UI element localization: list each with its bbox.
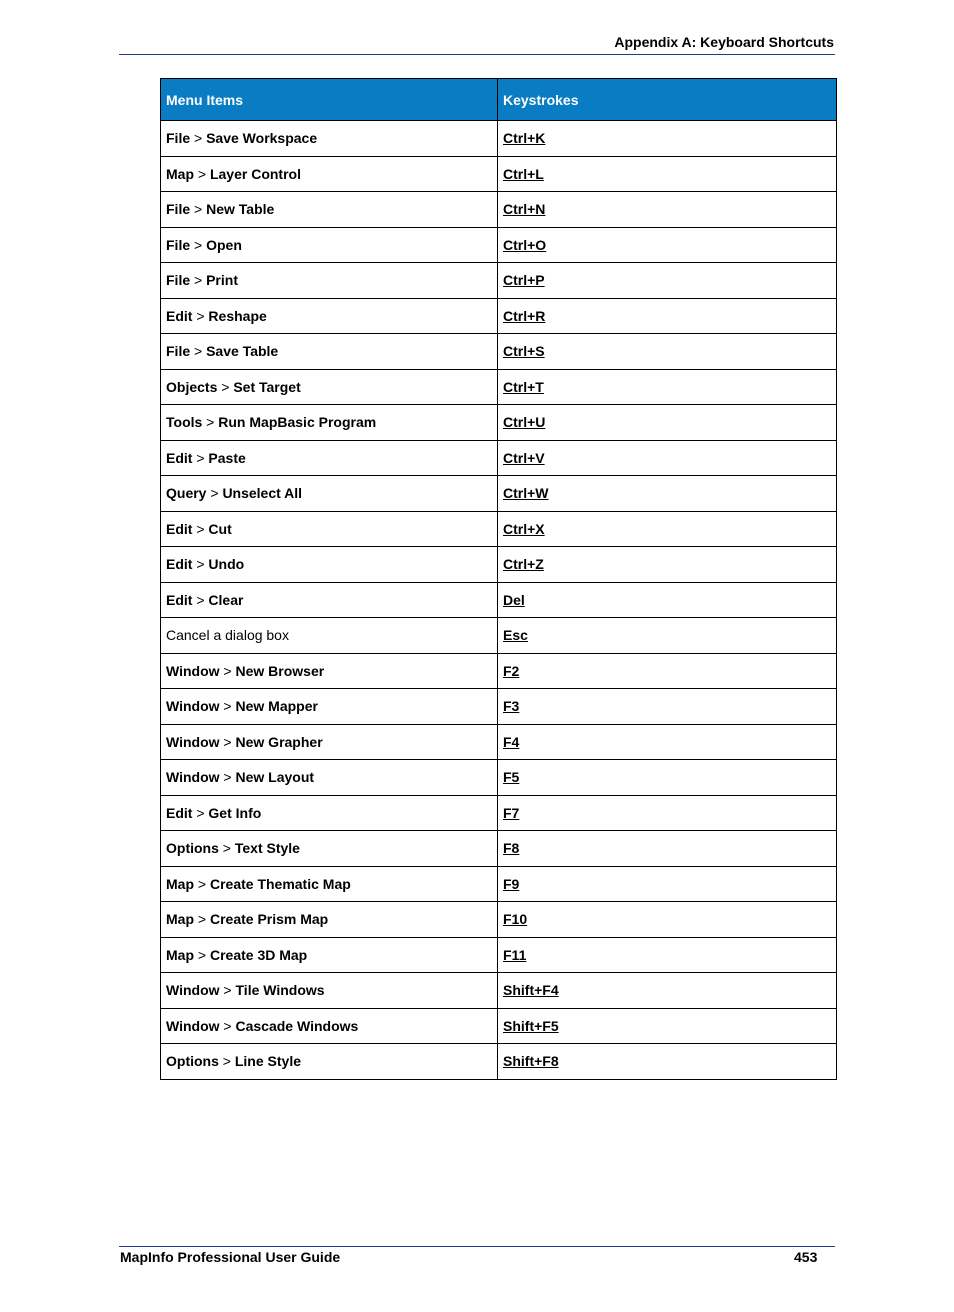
table-row: [161, 973, 837, 1009]
footer-rule: [119, 1246, 835, 1247]
keystroke-cell: [498, 334, 837, 370]
menu-name: Window: [166, 662, 220, 679]
table-row: [161, 263, 837, 299]
menu-separator: >: [218, 1053, 235, 1070]
page-number: 453: [794, 1249, 818, 1265]
menu-separator: >: [192, 520, 209, 537]
keystroke-cell: [498, 476, 837, 512]
table-row: [161, 618, 837, 654]
keystroke-link[interactable]: Esc: [503, 627, 528, 644]
menu-command: Print: [206, 272, 238, 289]
menu-separator: >: [192, 591, 209, 608]
keystroke-link[interactable]: Del: [503, 591, 525, 608]
keystroke-cell: [498, 1044, 837, 1080]
footer-title: MapInfo Professional User Guide: [120, 1249, 341, 1265]
keystroke-link[interactable]: Shift+F8: [503, 1053, 559, 1070]
menu-separator: >: [219, 662, 236, 679]
table-row: [161, 795, 837, 831]
keystroke-link[interactable]: Ctrl+N: [503, 201, 546, 218]
menu-item-cell: [161, 298, 498, 334]
keystroke-link[interactable]: F9: [503, 875, 520, 892]
keystroke-link[interactable]: F10: [503, 911, 528, 928]
keystroke-link[interactable]: Shift+F5: [503, 1017, 559, 1034]
table-row: [161, 689, 837, 725]
menu-name: Edit: [166, 307, 193, 324]
keystroke-link[interactable]: Ctrl+T: [503, 378, 544, 395]
keystroke-cell: [498, 369, 837, 405]
keystroke-link[interactable]: F7: [503, 804, 520, 821]
menu-separator: >: [190, 236, 207, 253]
keystroke-cell: [498, 937, 837, 973]
menu-name: Edit: [166, 804, 193, 821]
menu-separator: >: [190, 343, 207, 360]
header-rule: [119, 54, 835, 55]
menu-item-cell: [161, 724, 498, 760]
table-row: [161, 902, 837, 938]
keystroke-link[interactable]: Ctrl+K: [503, 130, 546, 147]
menu-command: New Browser: [235, 662, 325, 679]
keystroke-cell: [498, 263, 837, 299]
menu-name: File: [166, 130, 191, 147]
keystroke-cell: [498, 298, 837, 334]
keystroke-cell: [498, 618, 837, 654]
keystroke-link[interactable]: Ctrl+L: [503, 165, 544, 182]
menu-command: Cut: [208, 520, 232, 537]
keystroke-link[interactable]: Ctrl+U: [503, 414, 546, 431]
menu-command: Create Prism Map: [209, 911, 329, 928]
keystroke-link[interactable]: Ctrl+O: [503, 236, 547, 253]
keystroke-link[interactable]: F4: [503, 733, 520, 750]
keystroke-cell: [498, 192, 837, 228]
menu-name: Window: [166, 733, 220, 750]
menu-command: Unselect All: [222, 485, 303, 502]
table-row: [161, 582, 837, 618]
keystroke-cell: [498, 689, 837, 725]
menu-command: Line Style: [234, 1053, 301, 1070]
menu-command: New Mapper: [235, 698, 318, 715]
menu-name: Tools: [166, 414, 203, 431]
table-row: [161, 1008, 837, 1044]
menu-name: File: [166, 272, 191, 289]
keystroke-link[interactable]: F2: [503, 662, 520, 679]
table-row: [161, 156, 837, 192]
menu-separator: >: [219, 1017, 236, 1034]
menu-command: New Grapher: [235, 733, 323, 750]
menu-item-cell: [161, 582, 498, 618]
keystroke-link[interactable]: F3: [503, 698, 520, 715]
menu-separator: >: [217, 378, 234, 395]
menu-command: Cascade Windows: [235, 1017, 359, 1034]
menu-item-cell: [161, 902, 498, 938]
table-row: [161, 653, 837, 689]
table-row: [161, 121, 837, 157]
table-row: [161, 440, 837, 476]
keystroke-cell: [498, 795, 837, 831]
menu-command: Text Style: [234, 840, 300, 857]
menu-item-cell: [161, 1044, 498, 1080]
menu-item-cell: [161, 369, 498, 405]
menu-name: Query: [166, 485, 207, 502]
menu-item-cell: [161, 653, 498, 689]
menu-name: File: [166, 343, 191, 360]
menu-command: Layer Control: [209, 165, 301, 182]
menu-name: Window: [166, 1017, 220, 1034]
column-header-keystrokes: Keystrokes: [498, 79, 837, 121]
menu-name: Edit: [166, 449, 193, 466]
keystroke-cell: [498, 405, 837, 441]
menu-command: Open: [206, 236, 242, 253]
menu-separator: >: [190, 130, 207, 147]
menu-item-cell: [161, 227, 498, 263]
keystroke-cell: [498, 760, 837, 796]
menu-name: File: [166, 201, 191, 218]
table-row: [161, 405, 837, 441]
table-row: [161, 724, 837, 760]
table-row: [161, 937, 837, 973]
menu-item-cell: [161, 973, 498, 1009]
keystroke-cell: [498, 440, 837, 476]
keystroke-cell: [498, 724, 837, 760]
table-row: [161, 476, 837, 512]
table-row: [161, 1044, 837, 1080]
menu-name: Window: [166, 769, 220, 786]
menu-separator: >: [194, 875, 210, 892]
running-header: Appendix A: Keyboard Shortcuts: [614, 34, 834, 50]
menu-separator: >: [192, 449, 209, 466]
menu-name: Map: [166, 911, 194, 928]
keystroke-link[interactable]: Ctrl+R: [503, 307, 546, 324]
menu-command: Save Workspace: [206, 130, 318, 147]
keystroke-link[interactable]: Shift+F4: [503, 982, 559, 999]
keystroke-cell: [498, 121, 837, 157]
keystroke-cell: [498, 511, 837, 547]
keystroke-cell: [498, 866, 837, 902]
menu-command: Reshape: [208, 307, 267, 324]
menu-separator: >: [194, 911, 210, 928]
menu-item-text: Cancel a dialog box: [166, 627, 289, 644]
menu-item-cell: [161, 937, 498, 973]
keystroke-link[interactable]: F5: [503, 769, 520, 786]
menu-item-cell: [161, 831, 498, 867]
menu-separator: >: [194, 946, 210, 963]
keystroke-link[interactable]: Ctrl+Z: [503, 556, 544, 573]
menu-command: Clear: [208, 591, 244, 608]
keystroke-cell: [498, 831, 837, 867]
menu-separator: >: [219, 982, 236, 999]
menu-separator: >: [192, 804, 209, 821]
menu-item-cell: [161, 192, 498, 228]
menu-separator: >: [206, 485, 223, 502]
menu-item-cell: [161, 866, 498, 902]
menu-item-cell: [161, 121, 498, 157]
menu-command: New Layout: [235, 769, 315, 786]
menu-item-cell: [161, 618, 498, 654]
menu-command: Save Table: [206, 343, 279, 360]
menu-item-cell: [161, 689, 498, 725]
menu-separator: >: [219, 769, 236, 786]
menu-name: File: [166, 236, 191, 253]
keystroke-cell: [498, 973, 837, 1009]
table-header-row: [161, 79, 837, 121]
keystroke-cell: [498, 227, 837, 263]
menu-name: Edit: [166, 556, 193, 573]
table-row: [161, 547, 837, 583]
keystroke-link[interactable]: F8: [503, 840, 520, 857]
menu-separator: >: [219, 698, 236, 715]
keystroke-cell: [498, 1008, 837, 1044]
keystroke-link[interactable]: Ctrl+W: [503, 485, 549, 502]
menu-command: Set Target: [233, 378, 301, 395]
table-row: [161, 866, 837, 902]
menu-command: Create 3D Map: [209, 946, 308, 963]
menu-item-cell: [161, 547, 498, 583]
menu-item-cell: [161, 156, 498, 192]
table-row: [161, 831, 837, 867]
table-row: [161, 760, 837, 796]
menu-name: Map: [166, 875, 194, 892]
menu-separator: >: [192, 556, 209, 573]
menu-command: Tile Windows: [235, 982, 325, 999]
menu-item-cell: [161, 760, 498, 796]
table-row: [161, 227, 837, 263]
keystroke-cell: [498, 547, 837, 583]
table-row: [161, 511, 837, 547]
menu-name: Map: [166, 946, 194, 963]
menu-name: Window: [166, 698, 220, 715]
keystroke-cell: [498, 156, 837, 192]
keystroke-link[interactable]: F11: [503, 946, 527, 963]
menu-item-cell: [161, 263, 498, 299]
menu-separator: >: [194, 165, 210, 182]
menu-separator: >: [190, 201, 207, 218]
menu-name: Options: [166, 1053, 219, 1070]
menu-item-cell: [161, 440, 498, 476]
menu-separator: >: [218, 840, 235, 857]
menu-name: Window: [166, 982, 220, 999]
menu-command: Get Info: [208, 804, 262, 821]
menu-name: Objects: [166, 378, 218, 395]
menu-command: Create Thematic Map: [209, 875, 351, 892]
menu-command: Paste: [208, 449, 246, 466]
menu-item-cell: [161, 476, 498, 512]
keystroke-cell: [498, 582, 837, 618]
keystroke-link[interactable]: Ctrl+P: [503, 272, 545, 289]
keystroke-cell: [498, 902, 837, 938]
keystroke-link[interactable]: Ctrl+V: [503, 449, 545, 466]
menu-separator: >: [219, 733, 236, 750]
menu-item-cell: [161, 334, 498, 370]
menu-separator: >: [192, 307, 209, 324]
menu-command: Undo: [208, 556, 245, 573]
menu-name: Map: [166, 165, 194, 182]
menu-command: New Table: [206, 201, 275, 218]
menu-item-cell: [161, 511, 498, 547]
column-header-menu-items: Menu Items: [161, 79, 498, 121]
menu-separator: >: [190, 272, 207, 289]
table-row: [161, 298, 837, 334]
keystroke-link[interactable]: Ctrl+S: [503, 343, 545, 360]
menu-name: Edit: [166, 520, 193, 537]
menu-item-cell: [161, 795, 498, 831]
menu-item-cell: [161, 405, 498, 441]
menu-name: Edit: [166, 591, 193, 608]
shortcuts-table: [160, 78, 837, 1080]
menu-item-cell: [161, 1008, 498, 1044]
keystroke-link[interactable]: Ctrl+X: [503, 520, 545, 537]
keystroke-cell: [498, 653, 837, 689]
menu-separator: >: [202, 414, 219, 431]
menu-name: Options: [166, 840, 219, 857]
table-row: [161, 192, 837, 228]
menu-command: Run MapBasic Program: [218, 414, 377, 431]
table-row: [161, 369, 837, 405]
table-row: [161, 334, 837, 370]
